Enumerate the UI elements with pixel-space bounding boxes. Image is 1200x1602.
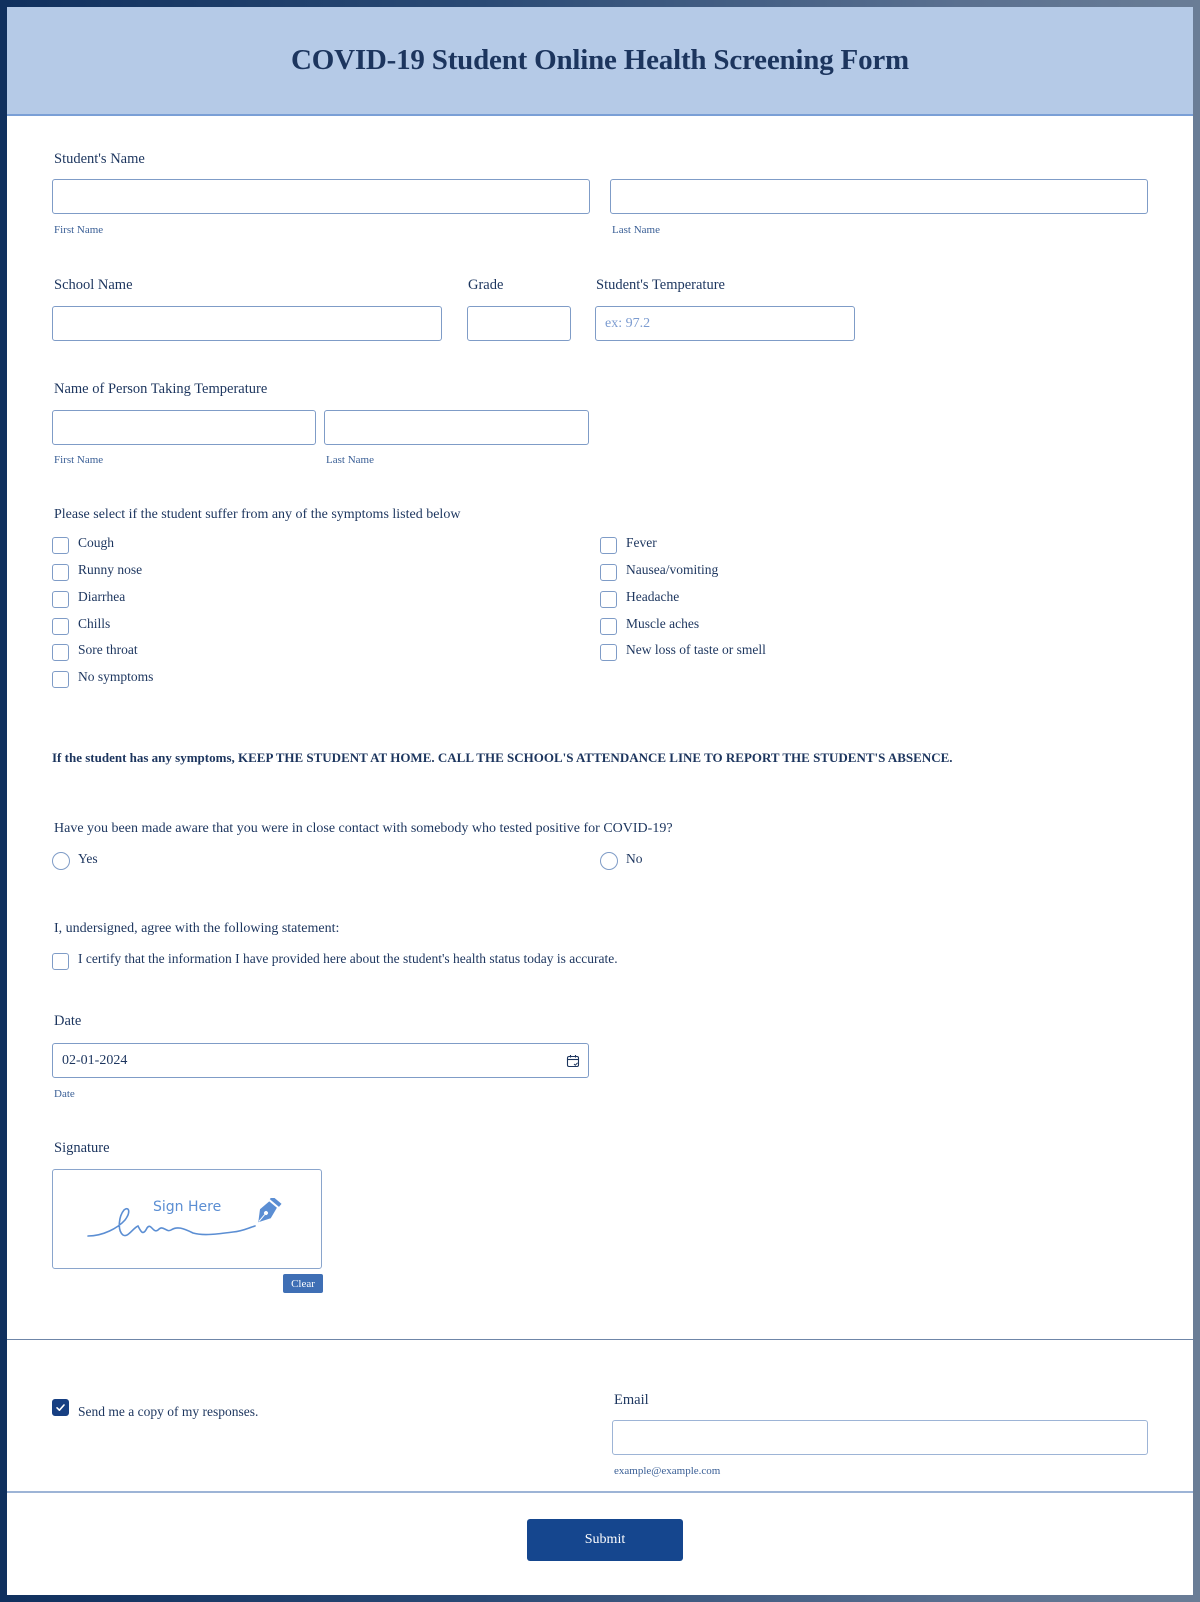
checkbox[interactable] <box>52 671 69 688</box>
checkmark-icon <box>55 1402 66 1413</box>
signature-label: Signature <box>54 1140 110 1156</box>
temperature-input[interactable] <box>595 306 855 341</box>
student-last-name-sublabel: Last Name <box>612 224 660 236</box>
temperature-placeholder: ex: 97.2 <box>605 315 651 331</box>
footer-divider <box>7 1491 1193 1493</box>
date-label: Date <box>54 1013 82 1029</box>
grade-label: Grade <box>468 277 504 293</box>
option-label: Diarrhea <box>78 589 126 604</box>
temp-taker-label: Name of Person Taking Temperature <box>54 381 268 397</box>
email-label: Email <box>614 1392 649 1408</box>
temp-taker-first-sublabel: First Name <box>54 454 104 466</box>
checkbox[interactable] <box>600 644 617 661</box>
email-input[interactable] <box>612 1420 1148 1455</box>
student-first-name-sublabel: First Name <box>54 224 104 236</box>
symptoms-notice: If the student has any symptoms, KEEP THE STUDENT AT HOME. CALL THE SCHOOL'S ATTENDANCE LINE TO REPORT THE STUDENT'S ABSENCE. <box>52 750 953 765</box>
date-input[interactable] <box>52 1043 589 1078</box>
temp-taker-last-sublabel: Last Name <box>326 454 374 466</box>
radio-button[interactable] <box>52 852 70 870</box>
form-card <box>7 7 1193 1595</box>
student-name-label: Student's Name <box>54 151 145 167</box>
form-title: COVID-19 Student Online Health Screening Form <box>291 44 909 76</box>
section-divider <box>7 1339 1193 1340</box>
radio-button[interactable] <box>600 852 618 870</box>
agreement-statement: I certify that the information I have provided here about the student's health status today is accurate. <box>78 951 618 966</box>
date-sublabel: Date <box>54 1088 75 1100</box>
pen-nib-icon <box>249 1198 283 1228</box>
symptoms-label: Please select if the student suffer from any of the symptoms listed below <box>54 507 461 522</box>
agreement-checkbox[interactable] <box>52 953 69 970</box>
checkbox[interactable] <box>600 618 617 635</box>
checkbox[interactable] <box>52 564 69 581</box>
student-last-name-input[interactable] <box>610 179 1148 214</box>
option-label: Cough <box>78 535 115 550</box>
checkbox[interactable] <box>52 537 69 554</box>
student-first-name-input[interactable] <box>52 179 590 214</box>
checkbox[interactable] <box>52 618 69 635</box>
temp-taker-first-name-input[interactable] <box>52 410 316 445</box>
checkbox[interactable] <box>600 537 617 554</box>
temp-taker-last-name-input[interactable] <box>324 410 589 445</box>
option-label: Fever <box>626 535 657 550</box>
send-copy-label: Send me a copy of my responses. <box>78 1404 259 1419</box>
clear-signature-button[interactable]: Clear <box>283 1274 323 1293</box>
checkbox[interactable] <box>52 591 69 608</box>
option-label: Nausea/vomiting <box>626 562 719 577</box>
option-label: Sore throat <box>78 642 138 657</box>
school-name-input[interactable] <box>52 306 442 341</box>
option-label: Yes <box>78 851 98 866</box>
date-value: 02-01-2024 <box>62 1052 128 1068</box>
option-label: No symptoms <box>78 669 154 684</box>
temperature-label: Student's Temperature <box>596 277 725 293</box>
signature-pad[interactable] <box>52 1169 322 1269</box>
option-label: Chills <box>78 616 111 631</box>
checkbox[interactable] <box>600 564 617 581</box>
send-copy-checkbox[interactable] <box>52 1399 69 1416</box>
agreement-label: I, undersigned, agree with the following statement: <box>54 921 340 936</box>
contact-question-label: Have you been made aware that you were in close contact with somebody who tested positive for COVID-19? <box>54 821 673 836</box>
option-label: Headache <box>626 589 680 604</box>
sign-here-prompt: Sign Here <box>153 1199 222 1215</box>
email-sublabel: example@example.com <box>614 1465 721 1477</box>
checkbox[interactable] <box>52 644 69 661</box>
form-header <box>7 7 1193 116</box>
option-label: New loss of taste or smell <box>626 642 766 657</box>
grade-input[interactable] <box>467 306 571 341</box>
submit-button[interactable]: Submit <box>527 1519 683 1561</box>
option-label: Muscle aches <box>626 616 700 631</box>
calendar-icon[interactable] <box>566 1054 580 1068</box>
checkbox[interactable] <box>600 591 617 608</box>
option-label: Runny nose <box>78 562 143 577</box>
school-name-label: School Name <box>54 277 133 293</box>
option-label: No <box>626 851 643 866</box>
